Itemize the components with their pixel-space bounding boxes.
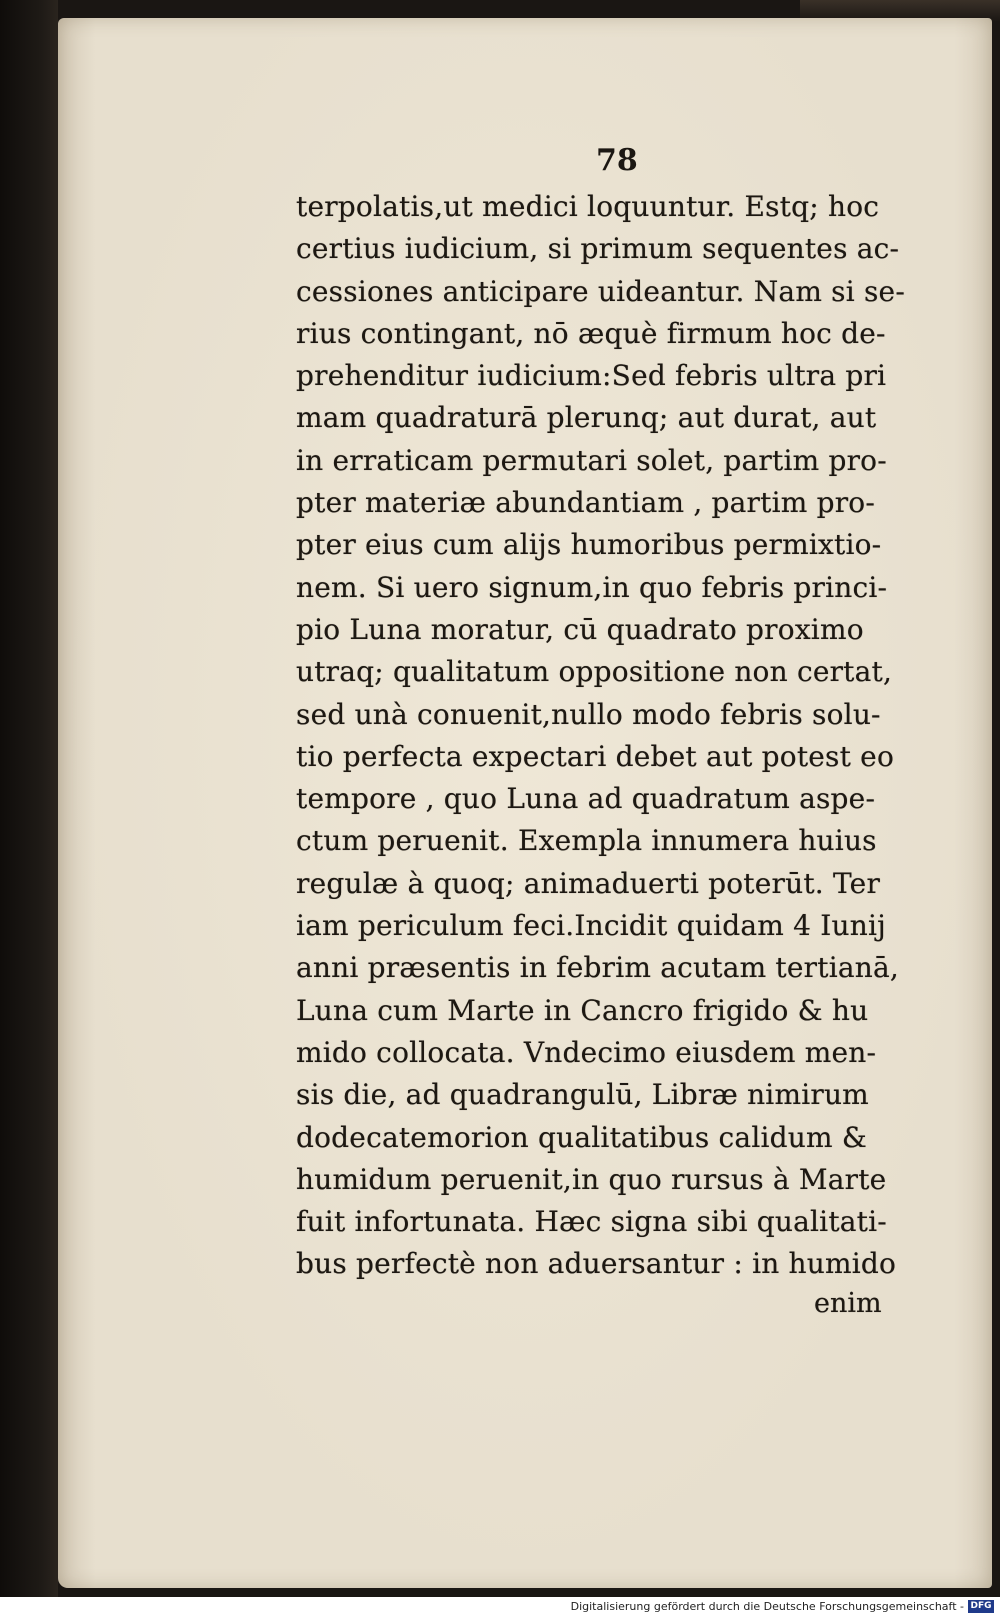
text-line: tio perfecta expectari debet aut potest eo xyxy=(296,739,894,773)
text-line: pio Luna moratur, cū quadrato proximo xyxy=(296,612,864,646)
text-line: rius contingant, nō æquè firmum hoc de- xyxy=(296,316,886,350)
text-line: prehenditur iudicium:Sed febris ultra pri xyxy=(296,359,887,393)
text-line: regulæ à quoq; animaduerti poterūt. Ter xyxy=(296,866,881,900)
text-line: Luna cum Marte in Cancro frigido & hu xyxy=(296,993,869,1027)
body-text xyxy=(296,186,936,1286)
text-line: humidum peruenit,in quo rursus à Marte xyxy=(296,1162,887,1196)
text-line: pter eius cum alijs humoribus permixtio- xyxy=(296,528,882,562)
text-line: cessiones anticipare uideantur. Nam si se- xyxy=(296,274,905,308)
text-line: tempore , quo Luna ad quadratum aspe- xyxy=(296,782,876,816)
text-line: mam quadraturā plerunq; aut durat, aut xyxy=(296,401,877,435)
text-line: pter materiæ abundantiam , partim pro- xyxy=(296,486,876,520)
text-line: in erraticam permutari solet, partim pro- xyxy=(296,443,887,477)
text-line: sis die, ad quadrangulū, Libræ nimirum xyxy=(296,1078,869,1112)
text-line: utraq; qualitatum oppositione non certat, xyxy=(296,655,893,689)
text-line: ctum peruenit. Exempla innumera huius xyxy=(296,824,877,858)
text-line: mido collocata. Vndecimo eiusdem men- xyxy=(296,1035,877,1069)
page-number: 78 xyxy=(596,143,638,178)
text-line: anni præsentis in febrim acutam tertianā, xyxy=(296,951,899,985)
text-line: iam periculum feci.Incidit quidam 4 Iunij xyxy=(296,909,886,943)
text-line: sed unà conuenit,nullo modo febris solu- xyxy=(296,697,881,731)
dfg-logo: DFG xyxy=(968,1600,994,1613)
text-line: certius iudicium, si primum sequentes ac- xyxy=(296,232,900,266)
catchword: enim xyxy=(814,1288,882,1319)
text-line: fuit infortunata. Hæc signa sibi qualitati- xyxy=(296,1205,887,1239)
footer-credit: Digitalisierung gefördert durch die Deutsche Forschungsgemeinschaft - xyxy=(570,1600,964,1613)
text-line: terpolatis,ut medici loquuntur. Estq; hoc xyxy=(296,190,880,223)
book-spine-shadow xyxy=(0,0,58,1617)
text-line: bus perfectè non aduersantur : in humido xyxy=(296,1247,897,1281)
text-line: dodecatemorion qualitatibus calidum & xyxy=(296,1120,867,1154)
text-line: nem. Si uero signum,in quo febris princi- xyxy=(296,570,888,604)
